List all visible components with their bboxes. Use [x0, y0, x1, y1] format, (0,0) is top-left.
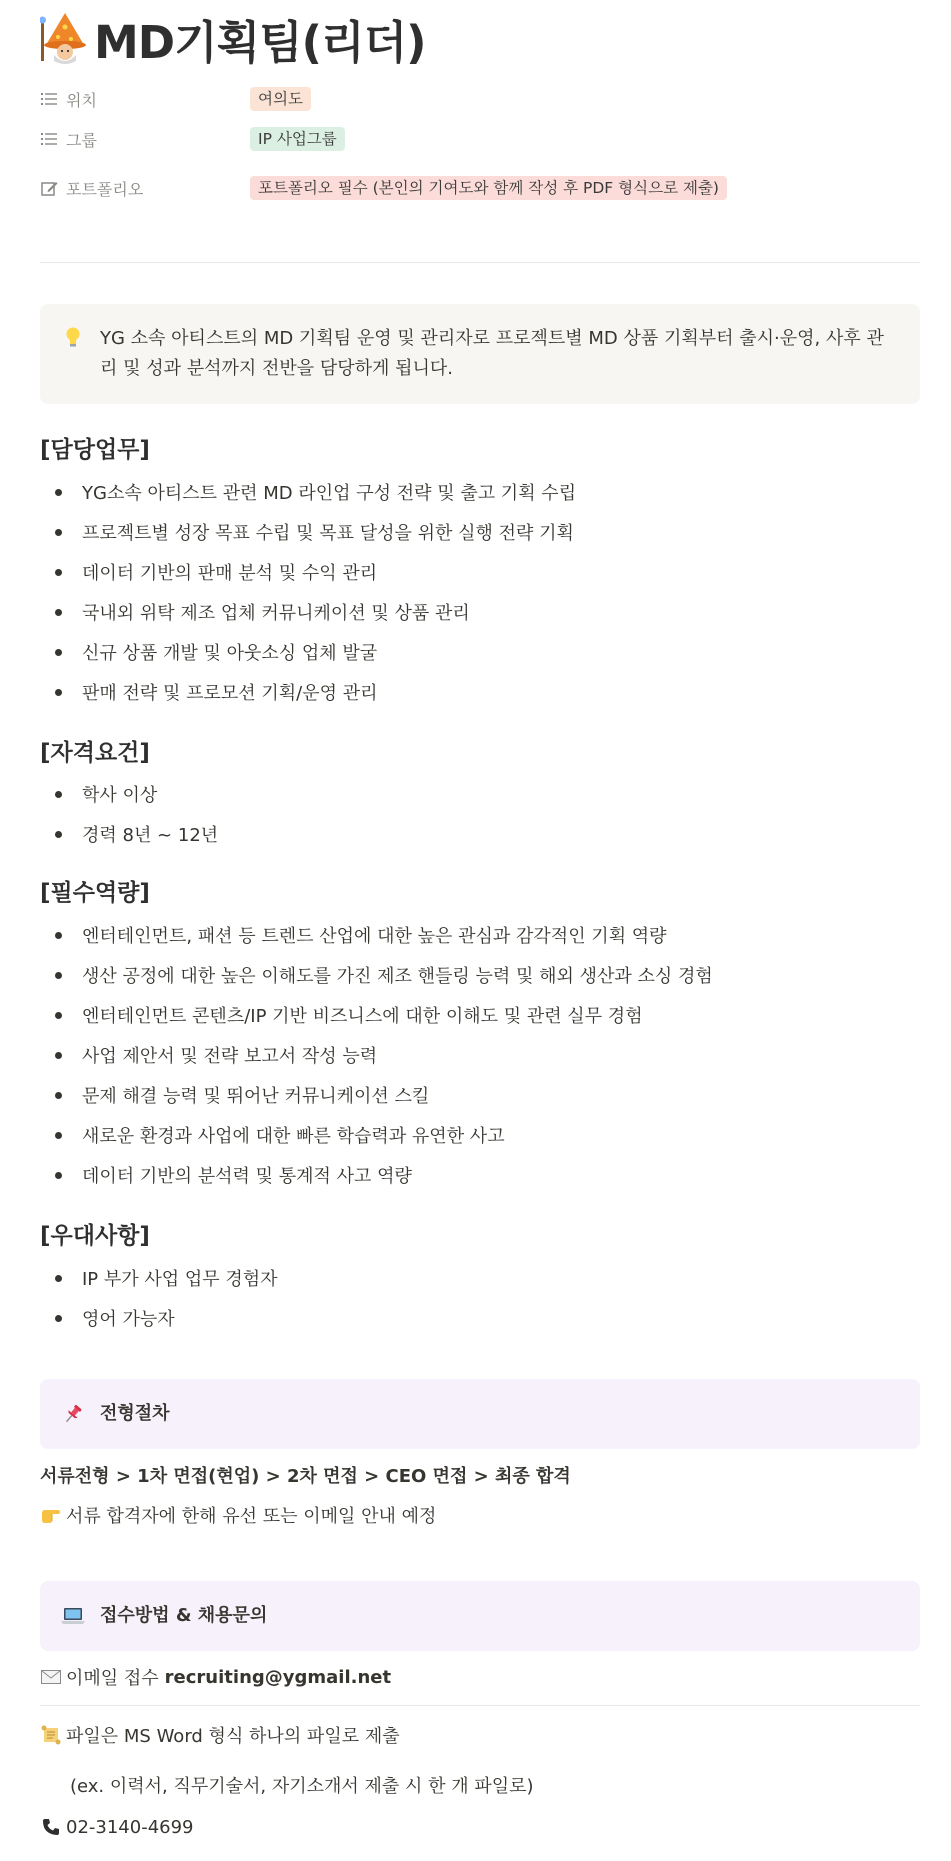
apply-title: 접수방법 & 채용문의	[100, 1605, 268, 1626]
file-note	[40, 1720, 400, 1750]
list-item-text: 영어 가능자	[82, 1309, 175, 1330]
location-tag[interactable]: 여의도	[250, 87, 311, 111]
list-item	[55, 1263, 915, 1293]
bullet-dot	[55, 932, 62, 939]
lightbulb-icon	[60, 324, 86, 350]
envelope-icon	[40, 1666, 62, 1688]
list-item-text: 경력 8년 ~ 12년	[82, 825, 219, 846]
process-note	[40, 1500, 436, 1530]
list-item-text: 엔터테인먼트 콘텐츠/IP 기반 비즈니스에 대한 이해도 및 관련 실무 경험	[82, 1006, 643, 1027]
portfolio-tag[interactable]: 포트폴리오 필수 (본인의 기여도와 함께 작성 후 PDF 형식으로 제출)	[250, 176, 727, 200]
email-label: 이메일 접수	[66, 1668, 159, 1689]
page-header	[40, 6, 426, 70]
group-tag[interactable]: IP 사업그룹	[250, 127, 345, 151]
file-sub-note: (ex. 이력서, 직무기술서, 자기소개서 제출 시 한 개 파일로)	[70, 1776, 534, 1797]
bullet-dot	[55, 1132, 62, 1139]
property-location[interactable]	[40, 84, 920, 114]
list-item-text: 판매 전략 및 프로모션 기획/운영 관리	[82, 683, 378, 704]
property-name: 그룹	[66, 130, 97, 150]
bullet-dot	[55, 649, 62, 656]
list-item	[55, 1303, 915, 1333]
bullet-dot	[55, 1172, 62, 1179]
process-title: 전형절차	[100, 1403, 170, 1424]
divider	[40, 1705, 920, 1706]
list-item-text: 문제 해결 능력 및 뛰어난 커뮤니케이션 스킬	[82, 1086, 430, 1107]
pushpin-icon	[60, 1401, 86, 1427]
bullet-dot	[55, 489, 62, 496]
list-item-text: 생산 공정에 대한 높은 이해도를 가진 제조 핸들링 능력 및 해외 생산과 소싱 경험	[82, 966, 713, 987]
bullet-dot	[55, 529, 62, 536]
intro-text: YG 소속 아티스트의 MD 기획팀 운영 및 관리자로 프로젝트별 MD 상품 기획부터 출시·운영, 사후 관리 및 성과 분석까지 전반을 담당하게 됩니다.	[100, 328, 884, 379]
list-item	[55, 819, 915, 849]
list-item	[55, 1040, 915, 1070]
property-group[interactable]	[40, 124, 920, 154]
bullet-dot	[55, 689, 62, 696]
list-item-text: 국내외 위탁 제조 업체 커뮤니케이션 및 상품 관리	[82, 603, 470, 624]
list-item-text: 새로운 환경과 사업에 대한 빠른 학습력과 유연한 사고	[82, 1126, 505, 1147]
list-item-text: 데이터 기반의 판매 분석 및 수익 관리	[82, 563, 378, 584]
section-heading-competencies: [필수역량]	[40, 880, 150, 906]
process-note-text: 서류 합격자에 한해 유선 또는 이메일 안내 예정	[66, 1506, 437, 1527]
list-item	[55, 779, 915, 809]
list-item	[55, 477, 915, 507]
list-icon	[40, 90, 58, 108]
property-portfolio[interactable]	[40, 173, 920, 203]
intro-callout	[40, 304, 920, 404]
bullet-dot	[55, 791, 62, 798]
wizard-icon	[40, 11, 90, 65]
page-title: MD기획팀(리더)	[94, 15, 426, 69]
bullet-dot	[55, 831, 62, 838]
list-item	[55, 557, 915, 587]
list-item	[55, 517, 915, 547]
list-item-text: 학사 이상	[82, 785, 158, 806]
list-item	[55, 677, 915, 707]
property-label	[40, 88, 250, 111]
list-item	[55, 960, 915, 990]
list-icon	[40, 130, 58, 148]
pointing-hand-icon	[40, 1504, 62, 1526]
list-item	[55, 637, 915, 667]
bullet-dot	[55, 569, 62, 576]
list-item-text: 엔터테인먼트, 패션 등 트렌드 산업에 대한 높은 관심과 감각적인 기획 역량	[82, 926, 667, 947]
list-item-text: 사업 제안서 및 전략 보고서 작성 능력	[82, 1046, 378, 1067]
list-item	[55, 1080, 915, 1110]
list-item-text: 신규 상품 개발 및 아웃소싱 업체 발굴	[82, 643, 378, 664]
list-item-text: 프로젝트별 성장 목표 수립 및 목표 달성을 위한 실행 전략 기획	[82, 523, 574, 544]
property-name: 포트폴리오	[66, 179, 144, 199]
list-item	[55, 597, 915, 627]
list-item	[55, 920, 915, 950]
phone-line	[40, 1812, 194, 1842]
bullet-dot	[55, 609, 62, 616]
list-item-text: YG소속 아티스트 관련 MD 라인업 구성 전략 및 출고 기획 수립	[82, 483, 577, 504]
list-item	[55, 1000, 915, 1030]
list-item	[55, 1160, 915, 1190]
process-steps: 서류전형 > 1차 면접(현업) > 2차 면접 > CEO 면접 > 최종 합격	[40, 1466, 571, 1487]
section-heading-requirements: [자격요건]	[40, 740, 150, 766]
section-heading-preferred: [우대사항]	[40, 1223, 150, 1249]
bullet-dot	[55, 972, 62, 979]
list-item-text: IP 부가 사업 업무 경험자	[82, 1269, 278, 1290]
email-address-link[interactable]: recruiting@ygmail.net	[164, 1666, 392, 1688]
scroll-icon	[40, 1724, 62, 1746]
phone-icon	[40, 1816, 62, 1838]
list-item-text: 데이터 기반의 분석력 및 통계적 사고 역량	[82, 1166, 412, 1187]
divider	[40, 262, 920, 263]
property-label	[40, 177, 250, 200]
bullet-dot	[55, 1012, 62, 1019]
process-callout	[40, 1379, 920, 1449]
edit-icon	[40, 179, 58, 197]
laptop-icon	[60, 1603, 86, 1629]
bullet-dot	[55, 1315, 62, 1322]
bullet-dot	[55, 1052, 62, 1059]
section-heading-duties: [담당업무]	[40, 437, 150, 463]
phone-number: 02-3140-4699	[66, 1816, 194, 1838]
email-line	[40, 1662, 391, 1692]
apply-callout	[40, 1581, 920, 1651]
file-note-text: 파일은 MS Word 형식 하나의 파일로 제출	[66, 1726, 400, 1747]
bullet-dot	[55, 1275, 62, 1282]
list-item	[55, 1120, 915, 1150]
bullet-dot	[55, 1092, 62, 1099]
property-name: 위치	[66, 90, 97, 110]
property-label	[40, 128, 250, 151]
